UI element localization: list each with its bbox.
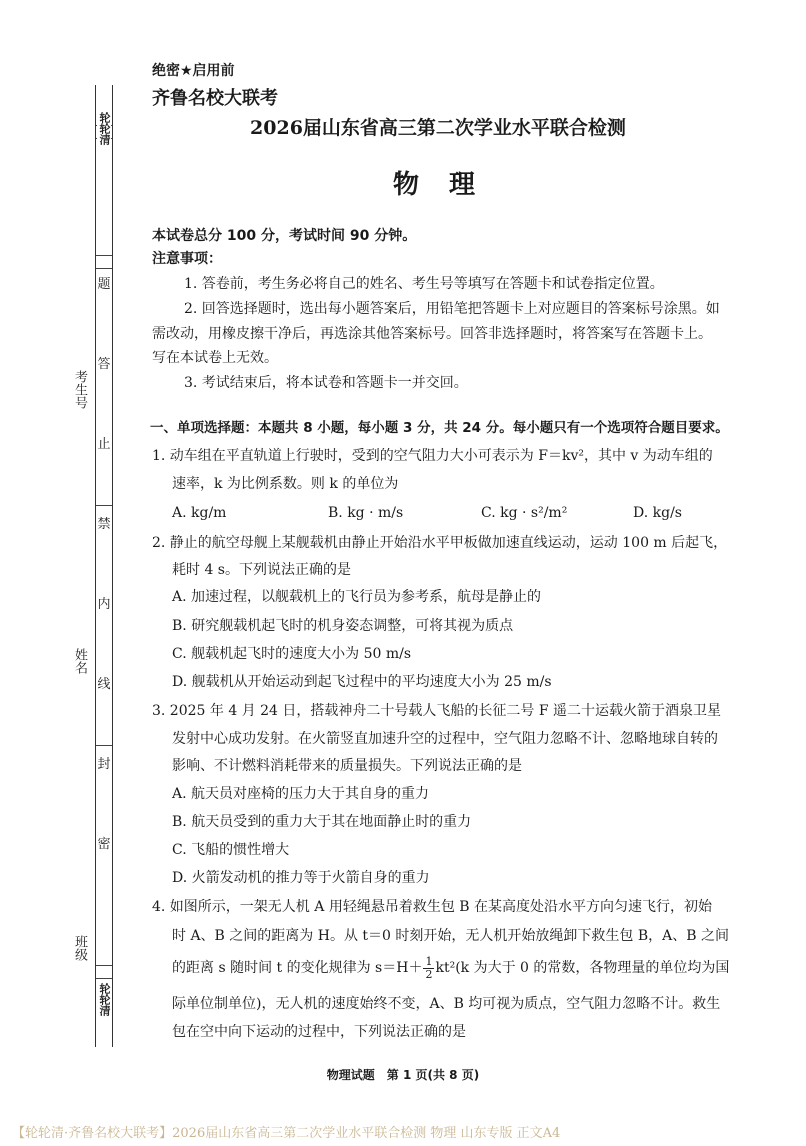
page-footer: 物理试题 第 1 页(共 8 页) bbox=[326, 1068, 480, 1082]
cut-line-char: 线 bbox=[97, 677, 111, 692]
binding-strip bbox=[95, 85, 113, 1047]
q3-option-d: D. 火箭发动机的推力等于火箭自身的重力 bbox=[172, 870, 430, 886]
exam-title: 2026届山东省高三第二次学业水平联合检测 bbox=[250, 117, 626, 139]
cut-line-char: 内 bbox=[97, 597, 111, 612]
q3-option-b: B. 航天员受到的重力大于其在地面静止时的重力 bbox=[172, 814, 472, 830]
notes-heading: 注意事项： bbox=[152, 251, 222, 267]
cut-line-char: 禁 bbox=[97, 517, 111, 532]
cut-line-char: 止 bbox=[97, 437, 111, 452]
note-3: 3. 考试结束后，将本试卷和答题卡一并交回。 bbox=[184, 375, 468, 391]
q1-option-d: D. kg/s bbox=[633, 505, 682, 521]
exam-organization: 齐鲁名校大联考 bbox=[152, 88, 278, 109]
question-3: 3. 2025 年 4 月 24 日，搭载神舟二十号载人飞船的长征二号 F 遥二十运载火箭于酒泉卫星 bbox=[152, 703, 722, 719]
strip-bottom-label: 轮轮清 bbox=[98, 983, 111, 1016]
q1-option-b: B. kg · m/s bbox=[328, 505, 404, 521]
note-2-cont: 写在本试卷上无效。 bbox=[152, 350, 278, 366]
field-name: 姓名 bbox=[72, 648, 87, 674]
field-class: 班级 bbox=[72, 935, 87, 961]
q2-option-b: B. 研究舰载机起飞时的机身姿态调整，可将其视为质点 bbox=[172, 618, 514, 634]
q4-formula-pre: 的距离 s 随时间 t 的变化规律为 s＝H＋ bbox=[172, 960, 423, 976]
question-2-cont: 耗时 4 s。下列说法正确的是 bbox=[172, 562, 351, 578]
question-4-cont: 际单位制单位)，无人机的速度始终不变，A、B 均可视为质点，空气阻力忽略不计。救生 bbox=[172, 996, 721, 1012]
question-4-formula-line bbox=[172, 954, 788, 982]
q3-option-c: C. 飞船的惯性增大 bbox=[172, 842, 290, 858]
question-2: 2. 静止的航空母舰上某舰载机由静止开始沿水平甲板做加速直线运动，运动 100 m 后起飞， bbox=[152, 535, 728, 551]
q4-formula-post: kt²(k 为大于 0 的常数，各物理量的单位均为国 bbox=[435, 960, 730, 976]
q2-option-c: C. 舰载机起飞时的速度大小为 50 m/s bbox=[172, 646, 412, 662]
question-1-cont: 速率，k 为比例系数。则 k 的单位为 bbox=[172, 476, 399, 492]
score-time-info: 本试卷总分 100 分，考试时间 90 分钟。 bbox=[152, 228, 417, 244]
note-1: 1. 答卷前，考生务必将自己的姓名、考生号等填写在答题卡和试卷指定位置。 bbox=[184, 276, 664, 292]
question-3-cont: 影响、不计燃料消耗带来的质量损失。下列说法正确的是 bbox=[172, 758, 522, 774]
question-4-cont: 时 A、B 之间的距离为 H。从 t＝0 时刻开始，无人机开始放绳卸下救生包 B，A、B 之间 bbox=[172, 928, 729, 944]
watermark: 【轮轮清·齐鲁名校大联考】2026届山东省高三第二次学业水平联合检测 物理 山东专版 正文A4 bbox=[12, 1126, 561, 1141]
question-1: 1. 动车组在平直轨道上行驶时，受到的空气阻力大小可表示为 F＝kv²，其中 v 为动车组的 bbox=[152, 448, 713, 464]
note-2: 2. 回答选择题时，选出每小题答案后，用铅笔把答题卡上对应题目的答案标号涂黑。如 bbox=[184, 301, 720, 317]
question-4: 4. 如图所示，一架无人机 A 用轻绳悬吊着救生包 B 在某高度处沿水平方向匀速飞行，初始 bbox=[152, 899, 713, 915]
cut-line-char: 答 bbox=[97, 357, 111, 372]
q1-option-c: C. kg · s²/m² bbox=[481, 505, 568, 521]
section-heading: 一、单项选择题：本题共 8 小题，每小题 3 分，共 24 分。每小题只有一个选项符合题目要求。 bbox=[150, 420, 729, 436]
question-4-cont: 包在空中向下运动的过程中，下列说法正确的是 bbox=[172, 1024, 466, 1040]
note-2-cont: 需改动，用橡皮擦干净后，再选涂其他答案标号。回答非选择题时，将答案写在答题卡上。 bbox=[152, 326, 712, 342]
top-secret-label: 绝密★启用前 bbox=[152, 63, 235, 79]
q3-option-a: A. 航天员对座椅的压力大于其自身的重力 bbox=[172, 786, 430, 802]
subject-title: 物理 bbox=[392, 170, 505, 200]
strip-pattern bbox=[96, 255, 112, 269]
cut-line-char: 密 bbox=[97, 837, 111, 852]
strip-pattern bbox=[96, 965, 112, 979]
fraction bbox=[423, 956, 434, 981]
field-candidate-number: 考生号 bbox=[72, 370, 87, 409]
strip-top-label: 轮轮清 bbox=[98, 112, 111, 145]
q2-option-a: A. 加速过程，以舰载机上的飞行员为参考系，航母是静止的 bbox=[172, 589, 542, 605]
cut-line-char: 题 bbox=[97, 277, 111, 292]
q1-option-a: A. kg/m bbox=[172, 505, 227, 521]
question-3-cont: 发射中心成功发射。在火箭竖直加速升空的过程中，空气阻力忽略不计、忽略地球自转的 bbox=[172, 731, 718, 747]
fraction-denominator: 2 bbox=[425, 967, 433, 981]
cut-line-char: 封 bbox=[97, 757, 111, 772]
q2-option-d: D. 舰载机从开始运动到起飞过程中的平均速度大小为 25 m/s bbox=[172, 674, 552, 690]
fraction-numerator: 1 bbox=[425, 954, 433, 968]
